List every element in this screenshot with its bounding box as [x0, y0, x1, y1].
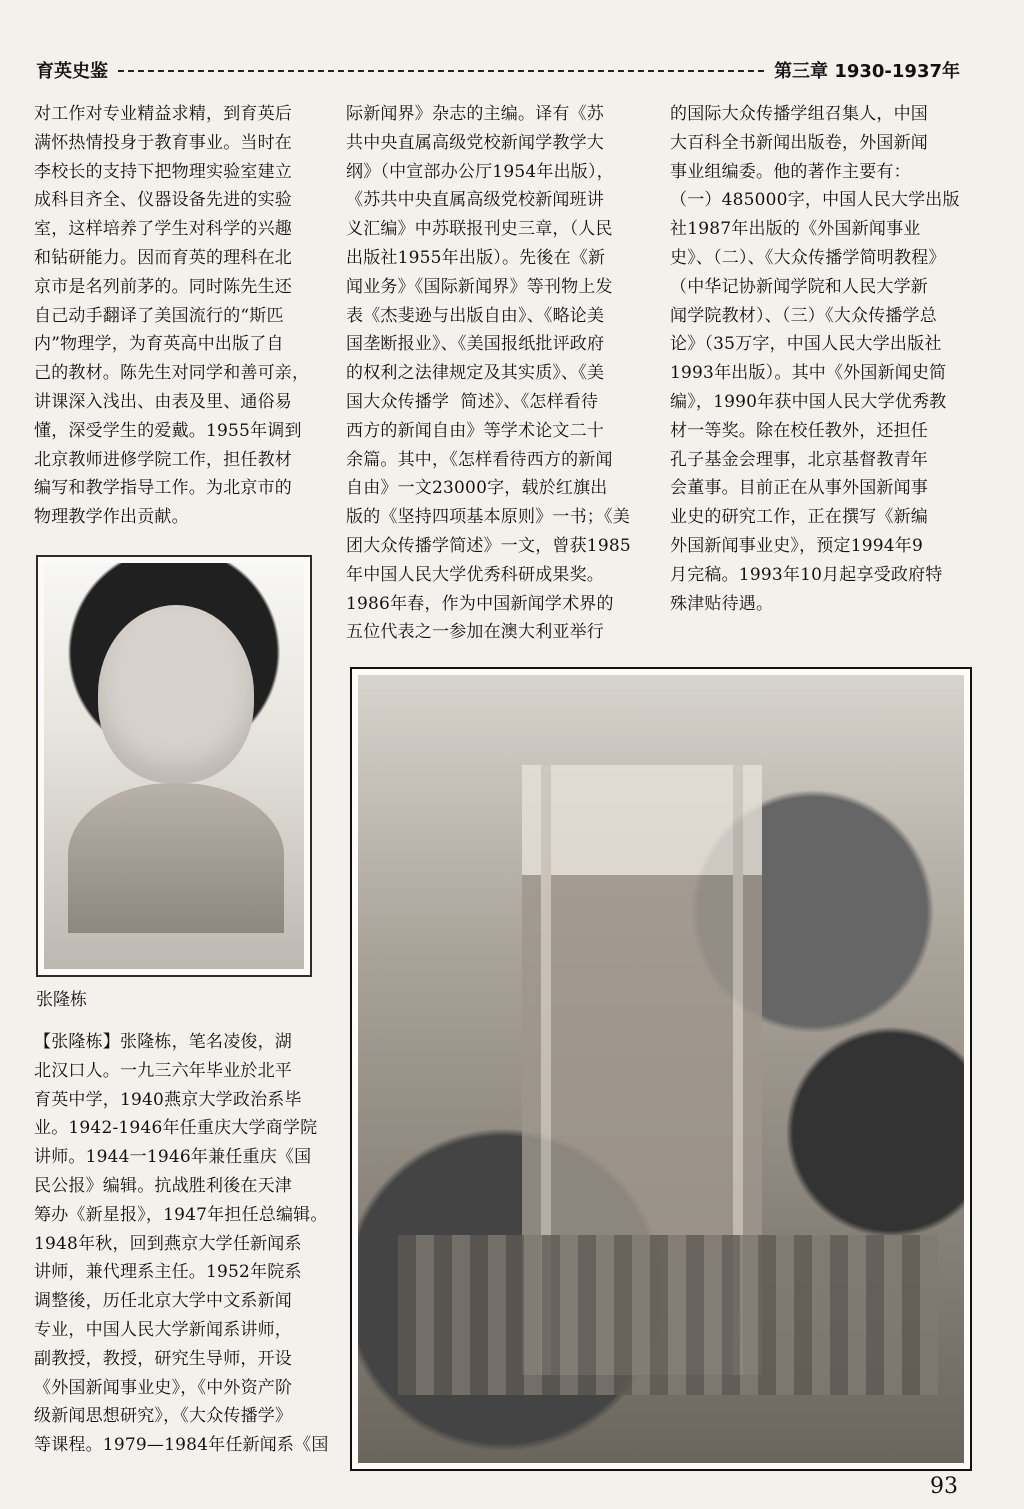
building-photo-frame [350, 667, 972, 1471]
portrait-photo [44, 563, 304, 969]
page-header [36, 56, 960, 84]
article-column-4: 【张隆栋】张隆栋，笔名凌俊，湖 北汉口人。一九三六年毕业於北平 育英中学，1940燕京大学政治系毕 业。1942-1946年任重庆大学商学院 讲师。1944一1946年兼任重庆《国 民公报》编辑。抗战胜利後在天津 筹办《新星报》，1947年担任总编辑。 1948年秋，回到燕京大学任新闻系 讲师，兼代理系主任。1952年院系 调整後，历任北京大学中文系新闻 专业，中国人民大学新闻系讲师， 副教授，教授，研究生导师，开设 《外国新闻事业史》，《中外资产阶 级新闻思想研究》，《大众传播学》 等课程。1979—1984年任新闻系《国 [34, 1032, 329, 1456]
page-number: 93 [930, 1474, 958, 1499]
header-right-title: 第三章 1930-1937年 [774, 61, 960, 82]
article-column-2: 际新闻界》杂志的主编。译有《苏 共中央直属高级党校新闻学教学大 纲》（中宣部办公厅1954年出版）， 《苏共中央直属高级党校新闻班讲 义汇编》中苏联报刊史三章，（人民 出版社1955年出版）。先後在《新 闻业务》《国际新闻界》等刊物上发 表《杰斐逊与出版自由》、《略论美 国垄断报业》、《美国报纸批评政府 的权利之法律规定及其实质》、《美 国大众传播学 简述》、《怎样看待 西方的新闻自由》等学术论文二十 余篇。其中，《怎样看待西方的新闻 自由》一文23000字，载於红旗出 版的《坚持四项基本原则》一书；《美 团大众传播学简述》一文，曾获1985 年中国人民大学优秀科研成果奖。 1986年春，作为中国新闻学术界的 五位代表之一参加在澳大利亚举行 [346, 104, 631, 643]
header-divider [118, 70, 764, 72]
portrait-caption: 张隆栋 [36, 990, 87, 1010]
article-column-1: 对工作对专业精益求精，到育英后 满怀热情投身于教育事业。当时在 李校长的支持下把物理实验室建立 成科目齐全、仪器设备先进的实验 室，这样培养了学生对科学的兴趣 和钻研能力。因而育英的理科在北 京市是名列前茅的。同时陈先生还 自己动手翻译了美国流行的“斯匹 内”物理学，为育英高中出版了自 己的教材。陈先生对同学和善可亲， 讲课深入浅出、由表及里、通俗易 懂，深受学生的爱戴。1955年调到 北京教师进修学院工作，担任教材 编写和教学指导工作。为北京市的 物理教学作出贡献。 [34, 104, 310, 528]
article-column-3: 的国际大众传播学组召集人，中国 大百科全书新闻出版卷，外国新闻 事业组编委。他的著作主要有： （一）485000字，中国人民大学出版 社1987年出版的《外国新闻事业 史》、（二）、《大众传播学简明教程》 （中华记协新闻学院和人民大学新 闻学院教材）、（三）《大众传播学总 论》（35万字，中国人民大学出版社 1993年出版）。其中《外国新闻史简 编》，1990年获中国人民大学优秀教 材一等奖。除在校任教外，还担任 孔子基金会理事，北京基督教青年 会董事。目前正在从事外国新闻事 业史的研究工作，正在撰写《新编 外国新闻事业史》，预定1994年9 月完稿。1993年10月起享受政府特 殊津贴待遇。 [670, 104, 960, 614]
portrait-photo-frame [36, 555, 312, 977]
header-left-title: 育英史鉴 [36, 61, 108, 82]
building-photo [358, 675, 964, 1463]
